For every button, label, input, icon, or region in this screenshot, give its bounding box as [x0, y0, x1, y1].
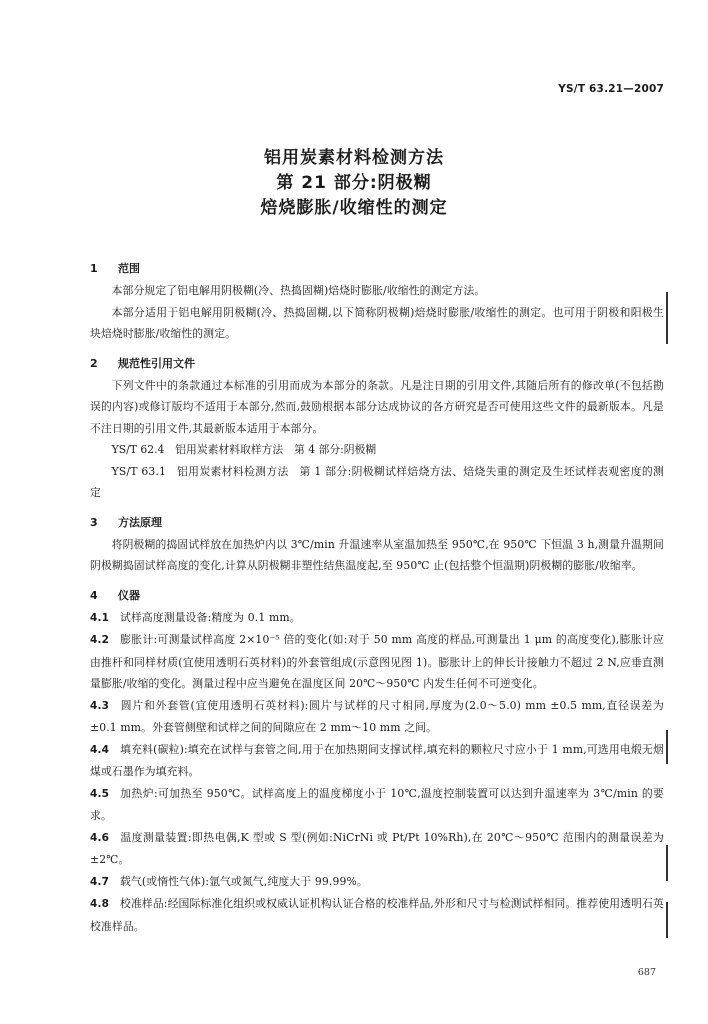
references-paragraph: 下列文件中的条款通过本标准的引用而成为本部分的条款。凡是注日期的引用文件,其随后所有的修改单(不包括勘误的内容)或修订版均不适用于本部分,然而,鼓励根据本部分达成协议的各方研究是否可使用这些文件的最新版本。凡是不注日期的引用文件,其最新版本适用于本部分。: [90, 378, 664, 435]
clause-text: 圆片和外套管(宜使用透明石英材料):圆片与试样的尺寸相同,厚度为(2.0～5.0) mm ±0.5 mm,直径误差为 ±0.1 mm。外套管侧壁和试样之间的间隙应在 2 mm～10 mm 之间。: [90, 698, 664, 734]
title-line-1: 铝用炭素材料检测方法: [264, 148, 444, 168]
clause-number: 4.4: [90, 743, 110, 756]
clause-4-1: [90, 607, 664, 630]
scope-paragraph-1: 本部分规定了铝电解用阴极糊(冷、热捣固糊)焙烧时膨胀/收缩性的测定方法。: [111, 284, 486, 297]
scope-paragraph-2: 本部分适用于铝电解用阴极糊(冷、热捣固糊,以下简称阴极糊)焙烧时膨胀/收缩性的测定。也可用于阴极和阳极生块焙烧时膨胀/收缩性的测定。: [90, 305, 664, 340]
clause-4-6: [90, 827, 664, 871]
change-bar-clause-4-6: [666, 845, 668, 881]
clause-number: 4.8: [90, 898, 110, 910]
reference-code: YS/T 62.4: [111, 443, 165, 456]
clause-text: 加热炉:可加热至 950℃。试样高度上的温度梯度小于 10℃,温度控制装置可以达到升温速率为 3℃/min 的要求。: [90, 786, 664, 822]
clause-text: 试样高度测量设备:精度为 0.1 mm。: [120, 610, 301, 624]
change-bar-clause-4-3: [666, 730, 668, 764]
clause-number: 4.7: [90, 875, 110, 888]
clause-4-5: [90, 783, 664, 827]
clause-text: 填充料(碳粒):填充在试样与套管之间,用于在加热期间支撑试样,填充料的颗粒尺寸应小于 1 mm,可选用电煅无烟煤或石墨作为填充料。: [90, 742, 664, 778]
clause-number: 4.2: [90, 634, 110, 646]
page-number: 687: [637, 967, 656, 978]
reference-entry-1: [90, 439, 664, 461]
change-bar-clause-4-8: [666, 902, 668, 938]
principle-paragraph: 将阴极糊的捣固试样放在加热炉内以 3℃/min 升温速率从室温加热至 950℃,在 950℃ 下恒温 3 h,测量升温期间阴极糊捣固试样高度的变化,计算从阴极糊非塑性结焦温度起,至 950℃ 止(包括整个恒温期)阴极糊的膨胀/收缩率。: [90, 537, 664, 572]
clause-text: 膨胀计:可测量试样高度 2×10⁻⁵ 倍的变化(如:对于 50 mm 高度的样品,可测量出 1 μm 的高度变化),膨胀计应由推杆和同样材质(宜使用透明石英材料)的外套管组成(示意图见图 1)。膨胀计上的伸长计接触力不超过 2 N,应垂直测量膨胀/收缩的变化。测量过程中应当避免在温度区间 20℃～950℃ 内发生任何不可逆变化。: [90, 633, 664, 690]
section-heading-normative-references: [90, 353, 664, 375]
title-line-3: 焙烧膨胀/收缩性的测定: [260, 198, 448, 218]
clause-4-7: [90, 871, 664, 894]
clause-number: 4.3: [90, 699, 110, 712]
clause-4-4: [90, 739, 664, 783]
clause-number: 4.1: [90, 611, 110, 624]
document-body: [90, 258, 664, 937]
clause-4-8: [90, 893, 664, 937]
reference-part: 第 4 部分:阴极糊: [294, 443, 377, 456]
section-heading-apparatus: [90, 585, 664, 607]
section-title: 仪器: [118, 588, 140, 602]
reference-entry-2: [90, 461, 664, 504]
title-line-2: 第 21 部分:阴极糊: [276, 173, 432, 193]
document-title: [0, 146, 708, 221]
clause-number: 4.5: [90, 787, 110, 800]
clause-number: 4.6: [90, 831, 110, 844]
section-title: 方法原理: [118, 515, 162, 529]
section-number: 3: [90, 515, 98, 529]
clause-4-3: [90, 695, 664, 739]
section-number: 1: [90, 262, 98, 275]
clause-text: 温度测量装置:即热电偶,K 型或 S 型(例如:NiCrNi 或 Pt/Pt 10%Rh),在 20℃～950℃ 范围内的测量误差为 ±2℃。: [90, 830, 664, 866]
change-bar-scope: [666, 292, 668, 344]
section-number: 2: [90, 356, 98, 370]
reference-name: 铝用炭素材料检测方法: [176, 464, 289, 478]
reference-part: 第 1 部分:阴极糊试样焙烧方法、焙烧失重的测定及生坯试样表观密度的测定: [90, 464, 664, 499]
section-title: 范围: [118, 262, 140, 275]
clause-text: 校准样品:经国际标准化组织或权威认证机构认证合格的校准样品,外形和尺寸与检测试样相同。推荐使用透明石英校准样品。: [90, 897, 664, 933]
section-number: 4: [90, 588, 98, 602]
reference-name: 铝用炭素材料取样方法: [175, 443, 284, 456]
clause-4-2: [90, 629, 664, 695]
section-heading-principle: [90, 512, 664, 534]
standard-code: YS/T 63.21—2007: [558, 83, 664, 95]
section-heading-scope: [90, 258, 664, 280]
section-title: 规范性引用文件: [118, 356, 195, 370]
reference-code: YS/T 63.1: [111, 464, 166, 478]
clause-text: 载气(或惰性气体):氩气或氮气,纯度大于 99.99%。: [120, 874, 368, 888]
